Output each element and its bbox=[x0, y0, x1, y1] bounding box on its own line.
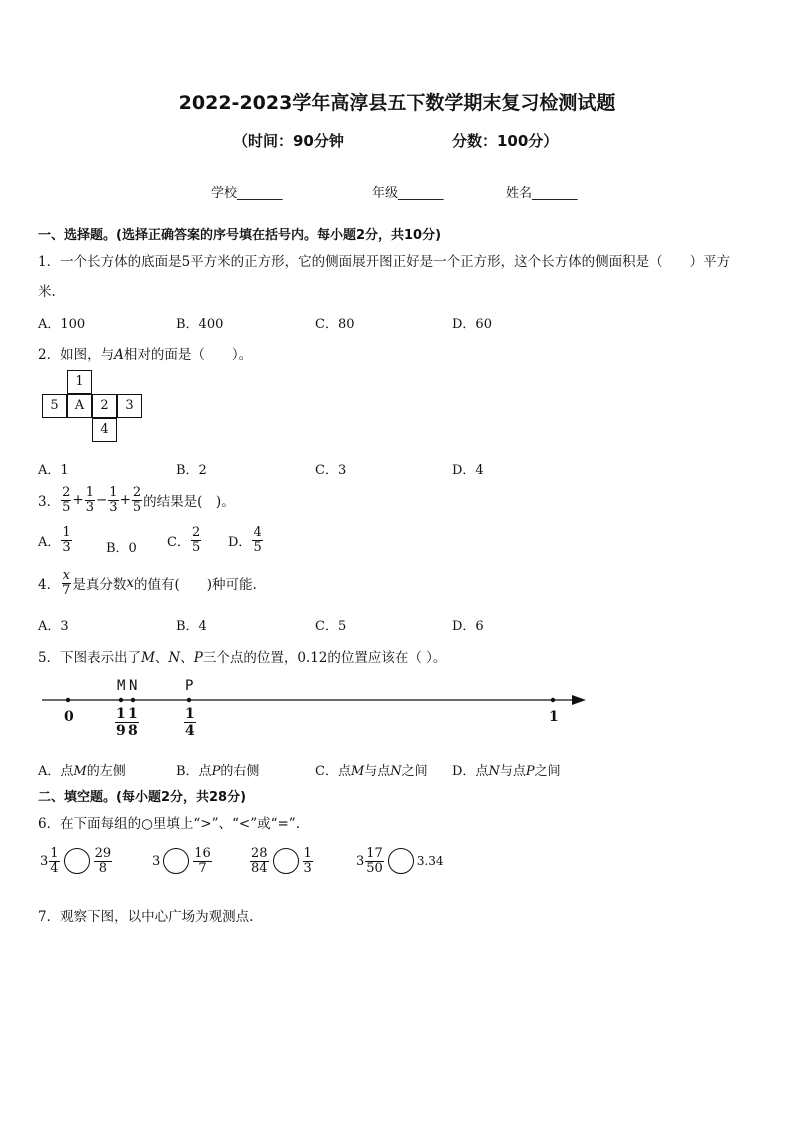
q4-option-b: B．4 bbox=[176, 619, 207, 634]
q3-frac-1: $\frac{2}{5}$ bbox=[62, 485, 71, 515]
question-1-line2: 米. bbox=[38, 284, 56, 300]
q2-option-c: C．3 bbox=[315, 463, 347, 478]
q6-group-4: 3 $\frac{17}{50}$ 3.34 bbox=[356, 846, 444, 876]
q5-option-d: D．点N与点P之间 bbox=[452, 764, 561, 779]
label-m: M bbox=[117, 678, 126, 694]
label-one-eighth: $\frac{1}{8}$ bbox=[128, 706, 138, 740]
q5-option-a: A．点M的左侧 bbox=[38, 764, 126, 779]
number-line-figure bbox=[0, 675, 620, 755]
q3-option-c: C． $\frac{2}{5}$ bbox=[167, 525, 201, 555]
q1-option-c: C．80 bbox=[315, 317, 355, 332]
point-n bbox=[131, 698, 135, 702]
question-7-text: 7．观察下图，以中心广场为观测点. bbox=[38, 909, 254, 925]
q3-frac-3: $\frac{1}{3}$ bbox=[109, 485, 118, 515]
section-1-heading: 一、选择题。(选择正确答案的序号填在括号内。每小题2分，共10分) bbox=[38, 228, 442, 243]
q4-option-a: A．3 bbox=[38, 619, 69, 634]
q4-option-d: D．6 bbox=[452, 619, 484, 634]
net-face-5: 5 bbox=[42, 394, 67, 418]
label-one: 1 bbox=[549, 709, 559, 725]
question-1-line1: 1．一个长方体的底面是5平方米的正方形，它的侧面展开图正好是一个正方形，这个长方体的侧面积是（ ）平方 bbox=[38, 254, 731, 270]
q6-group-2: 3 $\frac{16}{7}$ bbox=[152, 846, 211, 876]
point-zero bbox=[66, 698, 70, 702]
label-zero: 0 bbox=[64, 709, 74, 725]
q2-option-d: D．4 bbox=[452, 463, 484, 478]
q3-option-d: D． $\frac{4}{5}$ bbox=[228, 525, 262, 555]
question-3-text: 3． $\frac{2}{5}$ + $\frac{1}{3}$ − $\frac{1}{3}$ + $\frac{2}{5}$ 的结果是( )。 bbox=[38, 485, 235, 515]
q2-option-b: B．2 bbox=[176, 463, 207, 478]
exam-score: 分数：100分） bbox=[452, 132, 559, 150]
question-6-text: 6．在下面每组的○里填上“>”、“<”或“=”. bbox=[38, 816, 301, 832]
point-one bbox=[551, 698, 555, 702]
net-face-2: 2 bbox=[92, 394, 117, 418]
q3-frac-2: $\frac{1}{3}$ bbox=[85, 485, 94, 515]
q4-option-c: C．5 bbox=[315, 619, 347, 634]
label-n: N bbox=[129, 678, 138, 694]
point-m bbox=[119, 698, 123, 702]
question-2-text: 2．如图，与A相对的面是（ ）。 bbox=[38, 347, 253, 363]
label-one-quarter: $\frac{1}{4}$ bbox=[185, 706, 195, 740]
q6-group-3: $\frac{28}{84}$ $\frac{1}{3}$ bbox=[251, 846, 312, 876]
school-field: 学校_______ bbox=[211, 186, 283, 201]
point-p bbox=[187, 698, 191, 702]
net-face-3: 3 bbox=[117, 394, 142, 418]
arrow-right-icon bbox=[572, 695, 586, 705]
label-one-ninth: $\frac{1}{9}$ bbox=[116, 706, 126, 740]
q2-option-a: A．1 bbox=[38, 463, 69, 478]
section-2-heading: 二、填空题。(每小题2分，共28分) bbox=[38, 790, 247, 805]
question-4-text: 4． $\frac{x}{7}$ 是真分数 x 的值有( )种可能. bbox=[38, 568, 257, 598]
q3-option-a: A． $\frac{1}{3}$ bbox=[38, 525, 71, 555]
page-title: 2022-2023学年高淳县五下数学期末复习检测试题 bbox=[178, 92, 616, 114]
compare-circle-4[interactable] bbox=[388, 848, 414, 874]
q6-group-1: 3 $\frac{1}{4}$ $\frac{29}{8}$ bbox=[40, 846, 112, 876]
compare-circle-3[interactable] bbox=[273, 848, 299, 874]
grade-field: 年级_______ bbox=[372, 186, 444, 201]
q1-option-a: A．100 bbox=[38, 317, 86, 332]
name-field: 姓名_______ bbox=[506, 186, 578, 201]
compare-circle-2[interactable] bbox=[163, 848, 189, 874]
q1-option-b: B．400 bbox=[176, 317, 224, 332]
label-p: P bbox=[185, 678, 194, 694]
q1-option-d: D．60 bbox=[452, 317, 492, 332]
compare-circle-1[interactable] bbox=[64, 848, 90, 874]
net-face-a: A bbox=[67, 394, 92, 418]
net-face-1: 1 bbox=[67, 370, 92, 394]
q3-option-b: B．0 bbox=[106, 541, 137, 556]
q5-option-b: B．点P的右侧 bbox=[176, 764, 260, 779]
q3-frac-4: $\frac{2}{5}$ bbox=[132, 485, 142, 515]
exam-time: （时间：90分钟 bbox=[233, 132, 344, 150]
question-5-text: 5．下图表示出了M、N、P三个点的位置，0.12的位置应该在（ ）。 bbox=[38, 650, 447, 666]
net-face-4: 4 bbox=[92, 418, 117, 442]
q5-option-c: C．点M与点N之间 bbox=[315, 764, 428, 779]
